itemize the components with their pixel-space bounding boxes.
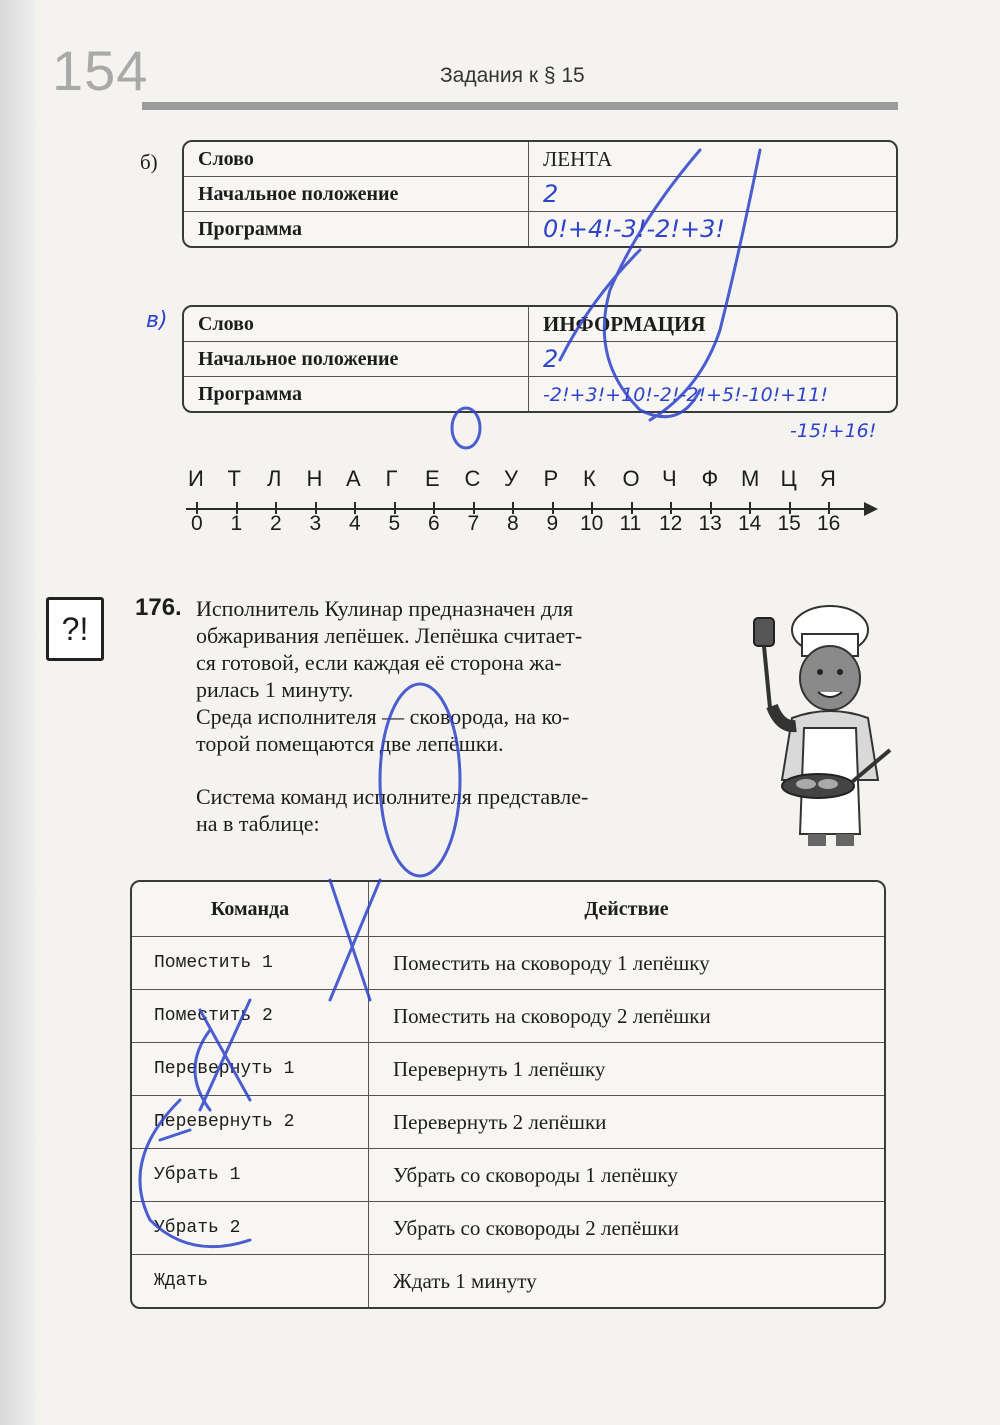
number-line-letter: Ч <box>662 466 678 491</box>
task-line-spacer <box>196 757 716 783</box>
task-line: ся готовой, если каждая её сторона жа- <box>196 650 562 675</box>
row-label: Программа <box>184 377 529 411</box>
table-row <box>132 990 884 1043</box>
number-line-letter: К <box>583 466 597 491</box>
task-line: на в таблице: <box>196 811 320 836</box>
number-line-letter: Р <box>543 466 560 491</box>
axis-arrow-icon <box>864 502 878 516</box>
command-cell: Перевернуть 1 <box>132 1043 369 1096</box>
handwritten-program: 0!+4!-3!-2!+3! <box>543 215 725 243</box>
header-rule <box>142 102 898 110</box>
command-cell: Перевернуть 2 <box>132 1096 369 1149</box>
number-line-letter: Т <box>227 466 242 491</box>
section-header-title: Задания к § 15 <box>440 64 585 87</box>
number-line-letter: С <box>464 466 482 491</box>
table-row <box>184 307 896 342</box>
row-value <box>529 342 896 377</box>
task-text <box>196 595 716 837</box>
number-line-label: 12 <box>659 512 683 535</box>
number-line-label: 10 <box>580 512 604 535</box>
number-line-label: 13 <box>698 512 722 535</box>
number-line-label: 14 <box>738 512 762 535</box>
row-label: Слово <box>184 307 529 342</box>
handwritten-program: -2!+3!+10!-2!-2!+5!-10!+11! <box>543 383 829 406</box>
number-line-label: 2 <box>270 512 282 535</box>
page-number: 154 <box>52 39 149 102</box>
task-line: Среда исполнителя — сковорода, на ко- <box>196 704 570 729</box>
action-cell: Убрать со сковороды 1 лепёшку <box>369 1149 884 1202</box>
number-line-label: 8 <box>507 512 519 535</box>
row-value <box>529 177 896 212</box>
column-header-command: Команда <box>132 882 369 937</box>
number-line-label: 9 <box>546 512 559 535</box>
page-edge-shadow <box>0 0 36 1425</box>
number-line-letter: Я <box>820 466 837 491</box>
table-row <box>184 142 896 177</box>
table-part-v <box>182 305 898 413</box>
action-cell: Перевернуть 1 лепёшку <box>369 1043 884 1096</box>
command-cell: Убрать 2 <box>132 1202 369 1255</box>
task-number: 176. <box>135 594 182 621</box>
number-line-letter: Г <box>385 466 399 491</box>
number-line-label: 6 <box>428 512 440 535</box>
table-row <box>132 1149 884 1202</box>
number-line-label: 3 <box>309 512 322 535</box>
command-cell: Поместить 2 <box>132 990 369 1043</box>
action-cell: Поместить на сковороду 2 лепёшки <box>369 990 884 1043</box>
table-row <box>132 1096 884 1149</box>
table-row <box>132 1043 884 1096</box>
action-cell: Ждать 1 минуту <box>393 1268 537 1293</box>
command-table <box>130 880 886 1309</box>
command-cell: Ждать <box>132 1255 369 1307</box>
number-line-letter: А <box>346 466 362 491</box>
column-header-action: Действие <box>369 882 884 937</box>
command-cell: Убрать 1 <box>132 1149 369 1202</box>
number-line-label: 11 <box>619 512 642 535</box>
task-line: Исполнитель Кулинар предназначен для <box>196 596 574 621</box>
number-line-label: 16 <box>817 512 841 535</box>
table-header-row <box>132 882 884 937</box>
number-line-axis <box>186 508 866 510</box>
number-line-letter: И <box>188 466 205 491</box>
command-cell: Поместить 1 <box>132 937 369 990</box>
row-value: ЛЕНТА <box>529 142 896 177</box>
number-line-letter: У <box>504 466 519 491</box>
number-line-label: 1 <box>230 512 243 535</box>
task-line: Система команд исполнителя представле- <box>196 784 589 809</box>
handwritten-program-continuation: -15!+16! <box>790 420 877 442</box>
row-label: Начальное положение <box>184 177 529 212</box>
part-label-v: в) <box>146 308 168 333</box>
chef-illustration <box>740 600 900 850</box>
scrawl-text: СПИСОК <box>520 760 525 761</box>
table-row <box>184 177 896 212</box>
table-part-b <box>182 140 898 248</box>
number-line-label: 7 <box>467 512 480 535</box>
number-line-label: 0 <box>191 512 203 535</box>
action-cell: Убрать со сковороды 2 лепёшки <box>369 1202 884 1255</box>
row-label: Программа <box>184 212 529 246</box>
number-line-letter: О <box>622 466 641 491</box>
number-line-letter: Л <box>267 466 283 491</box>
row-value <box>529 377 896 411</box>
row-value <box>529 212 896 246</box>
number-line-letter: Ц <box>780 466 798 491</box>
number-line-letter: Е <box>425 466 441 491</box>
handwritten-start-position: 2 <box>543 345 559 373</box>
task-line: обжаривания лепёшек. Лепёшка считает- <box>196 623 583 648</box>
table-row <box>132 1255 884 1307</box>
number-line-label: 5 <box>388 512 401 535</box>
action-cell: Поместить на сковороду 1 лепёшку <box>369 937 884 990</box>
row-label: Начальное положение <box>184 342 529 377</box>
number-line-letter: Ф <box>701 466 720 491</box>
action-cell: Перевернуть 2 лепёшки <box>369 1096 884 1149</box>
number-line-label: 15 <box>777 512 801 535</box>
row-value: ИНФОРМАЦИЯ <box>529 307 896 342</box>
part-label-b: б) <box>140 150 158 174</box>
row-label: Слово <box>184 142 529 177</box>
number-line-label: 4 <box>349 512 361 535</box>
table-row <box>184 377 896 411</box>
table-row <box>132 1202 884 1255</box>
handwritten-start-position: 2 <box>543 180 559 208</box>
task-line: торой помещаются две лепёшки. <box>196 731 504 756</box>
table-row <box>184 212 896 246</box>
task-type-icon: ?! <box>46 597 104 661</box>
number-line-letter: Н <box>306 466 324 491</box>
table-row <box>184 342 896 377</box>
number-line-letter: М <box>741 466 761 491</box>
table-row <box>132 937 884 990</box>
task-line: рилась 1 минуту. <box>196 677 354 702</box>
